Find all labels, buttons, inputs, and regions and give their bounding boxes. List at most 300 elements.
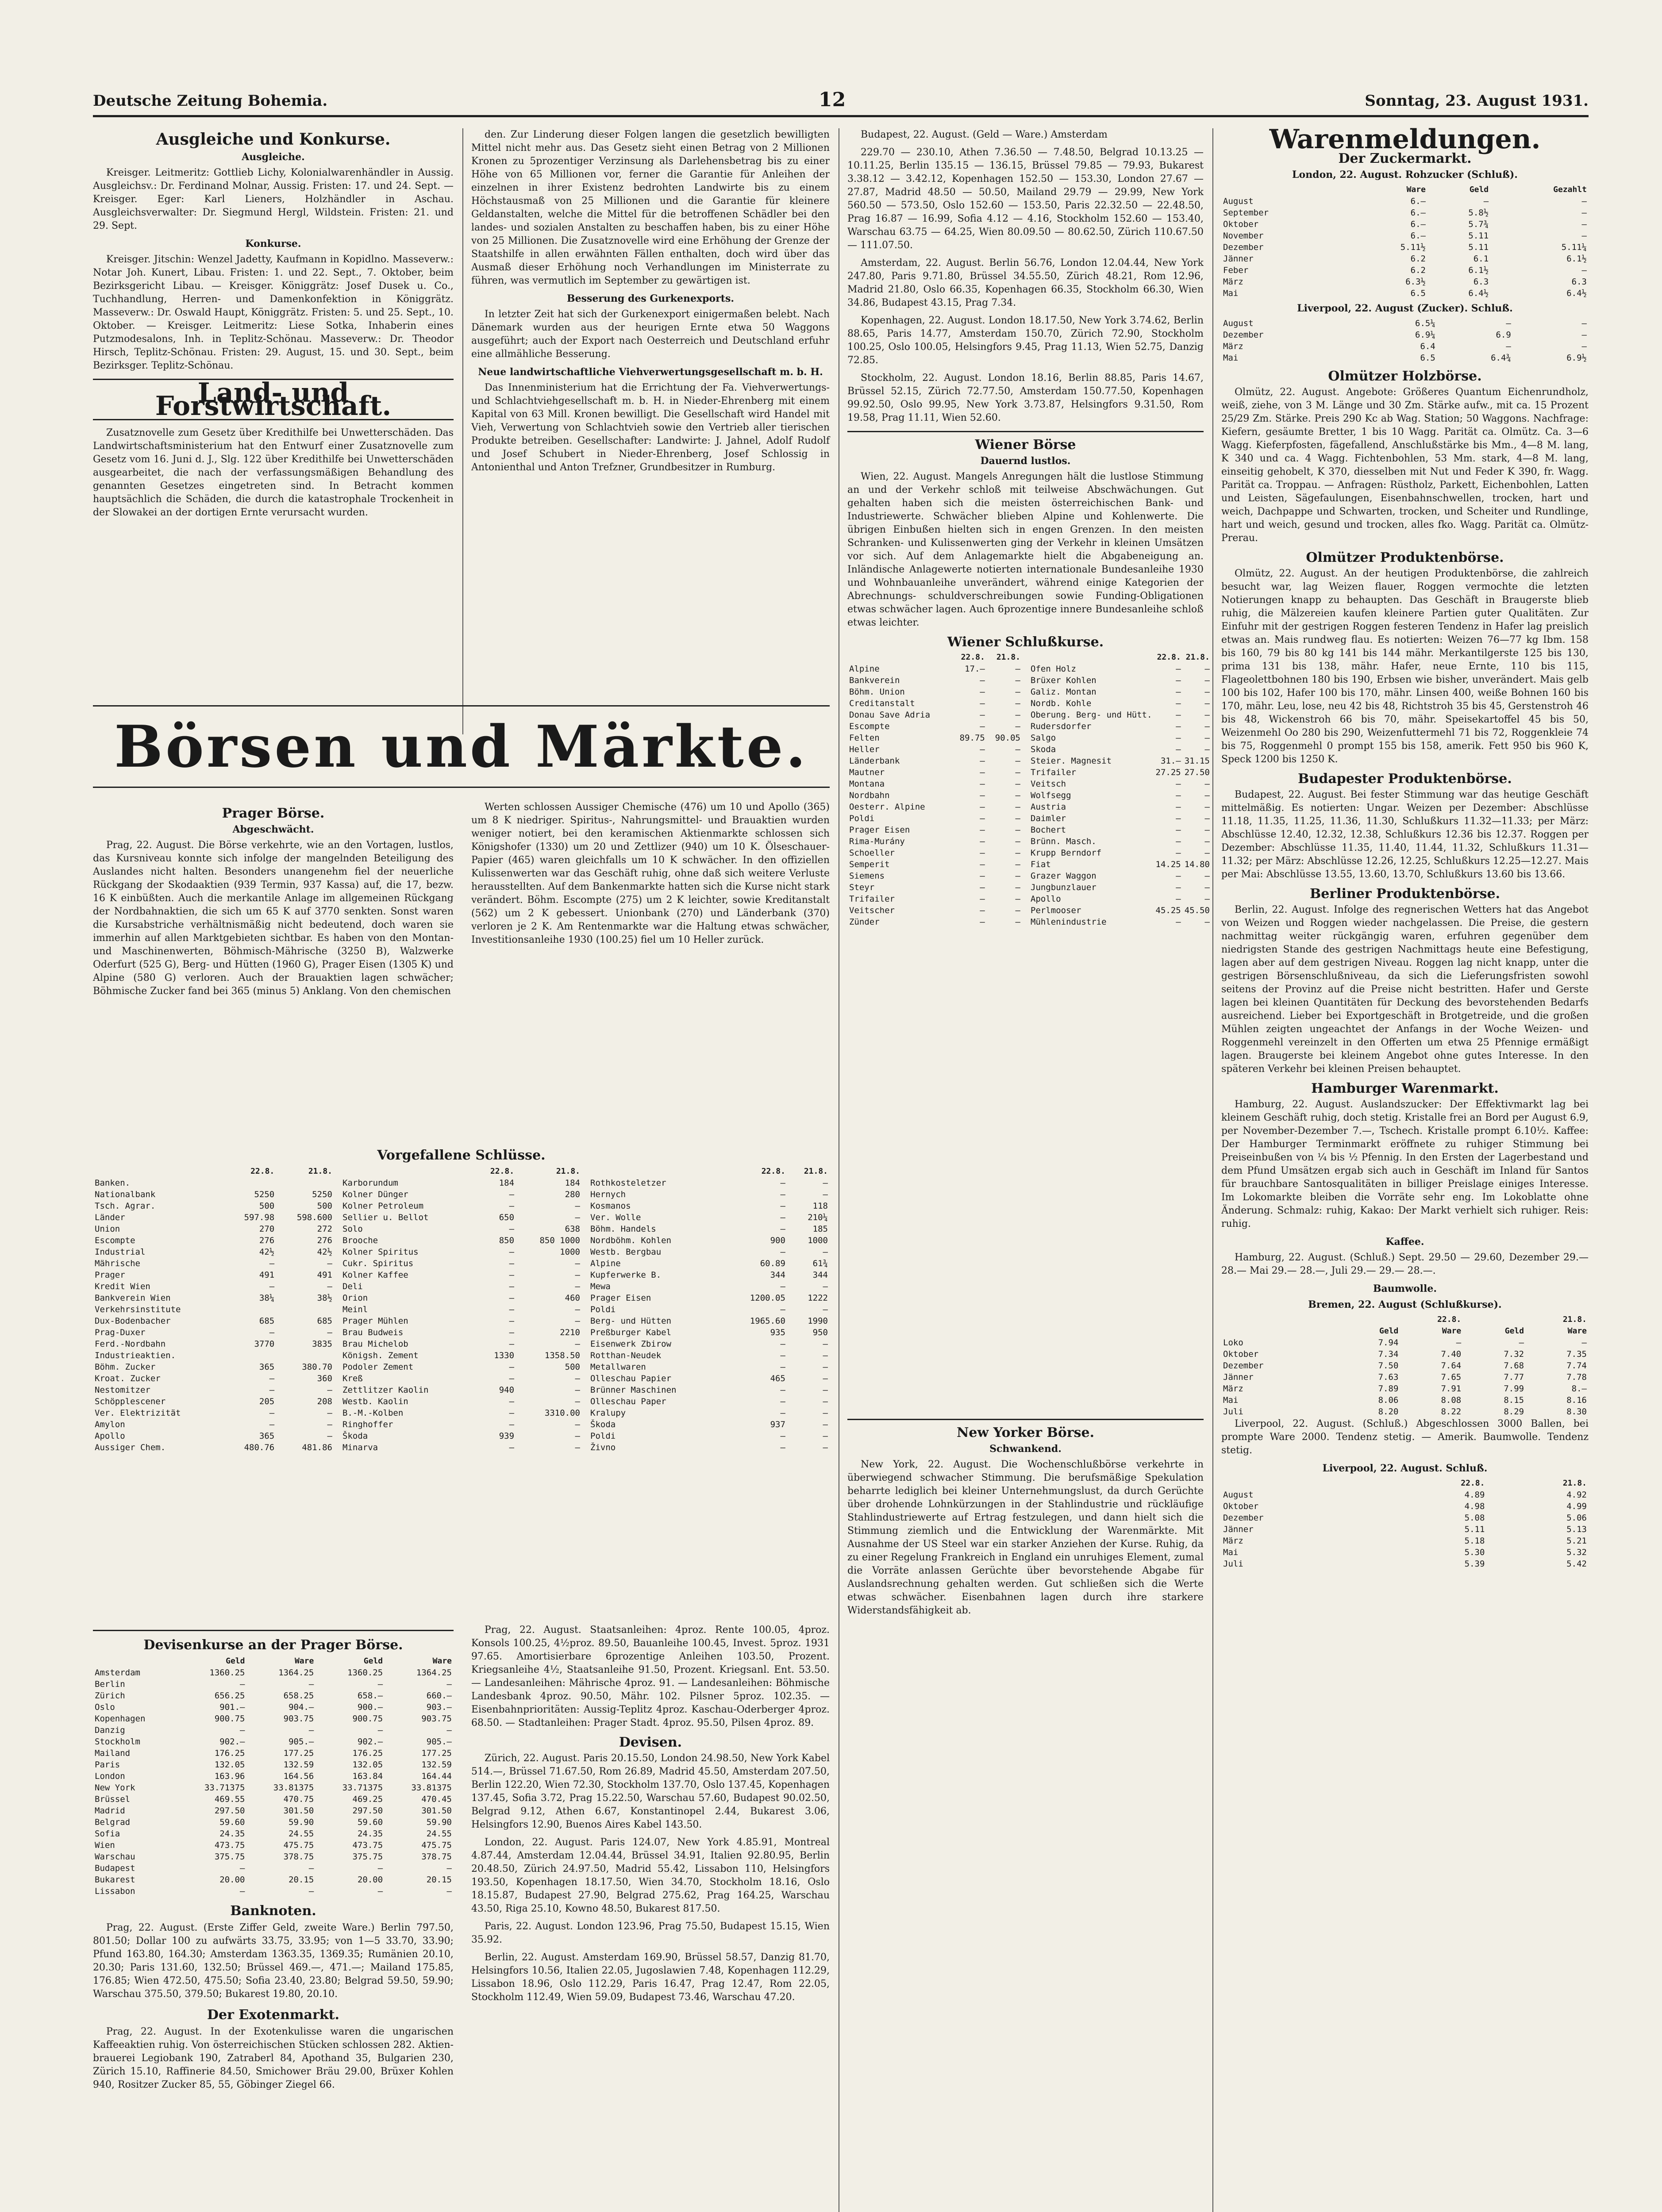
cell-value: — bbox=[1176, 687, 1181, 697]
vienna-table-2: 22.8. 21.8. Ofen Holz — — Brüxer Kohlen — — Galiz. Montan — — Nordb. Kohle — — Oberung. Berg- und Hütt. — — Rudersdorfer — — Salgo — — Skoda — — Steier. Magnesit 31.— 31.15 Trifailer 27.25 27.50 Veitsch — — Wolfsegg — — Austria — — Daimler — — Bochert — — Brünn. Masch. — — Krupp Berndorf — — Fiat 14.25 14.80 Grazer Waggon — — Jungbunzlauer — — Apollo — — Perlmooser 45.25 45.50 Mühlenindustrie — — bbox=[1029, 652, 1212, 928]
table-row bbox=[847, 813, 1022, 824]
cell-value: 500 bbox=[565, 1362, 580, 1372]
cell-value: 61¾ bbox=[812, 1259, 828, 1268]
cell-value: 5.06 bbox=[1566, 1513, 1587, 1523]
row-label: Banken. bbox=[95, 1178, 131, 1188]
row-label: Prager Mühlen bbox=[342, 1316, 408, 1326]
cell-value: — bbox=[575, 1339, 580, 1349]
row-label: Poldi bbox=[590, 1305, 616, 1314]
column-2 bbox=[471, 128, 830, 479]
cell-value: — bbox=[1176, 779, 1181, 789]
divider bbox=[93, 1630, 454, 1631]
cell-value bbox=[276, 1177, 334, 1189]
table-row bbox=[93, 1805, 454, 1816]
cell-value: 900 bbox=[770, 1236, 785, 1245]
cell-value: — bbox=[509, 1408, 515, 1418]
table-row bbox=[589, 1281, 830, 1292]
cell-value: — bbox=[980, 871, 985, 881]
cell-value: 6.3½ bbox=[1405, 277, 1426, 287]
cell-value: — bbox=[1204, 837, 1210, 846]
currency-table: Geld Ware Geld Ware Amsterdam 1360.25 1364.25 1360.25 1364.25 Berlin — — — — Zürich 656.25 658.25 658.— 660.— Oslo 901.— 904.— 900.— 903.— Kopenhagen 900.75 903.75 900.75 903.75 Danzig — — — — Stockholm 902.— 905.— 902.— 905.— Mailand 176.25 177.25 176.25 177.25 Paris 132.05 132.59 132.05 132.59 London 163.96 164.56 163.84 164.44 New York 33.71375 33.81375 33.71375 33.81375 Brüssel 469.55 470.75 469.25 470.45 Madrid 297.50 301.50 297.50 301.50 Belgrad 59.60 59.90 59.60 59.90 Sofia 24.35 24.55 24.35 24.55 Wien 473.75 475.75 473.75 475.75 Warschau 375.75 378.75 375.75 378.75 Budapest — — — — Bukarest 20.00 20.15 20.00 20.15 Lissabon — — — — bbox=[93, 1655, 454, 1897]
cell-value: 658.— bbox=[357, 1691, 383, 1701]
article-paragraph: Prag, 22. August. Die Börse verkehrte, wie an den Vortagen, lustlos, das Kursniveau konnte sich infolge der mangelnden Beteiligung des Auslandes nicht halten. Besonders unangenehm fiel der neuerliche Rückgang der Skodaaktien (939 Termin, 937 Kassa) auf, die 17, bezw. 16 K einbüßten. Auch die merkantile Anlage im allgemeinen Rückgang der Nordbahnaktien, die sich um 65 K auf 3770 senkten. Sonst waren die Kursabstriche verhältnismäßig nicht bedeutend, doch waren sie immerhin auf allen Marktgebieten sichtbar. Es haben von den Montan- und Maschinenwerten, Böhmisch-Mährische (3250 B), Walzwerke Oderfurt (525 G), Berg- und Hütten (1960 G), Prager Eisen (1305 K) und Alpine (580 G) verloren. Auch der Brauaktien lagen schwächer; Böhmische Zucker fand bei 365 (minus 5) Anklang. Von den chemischen bbox=[93, 840, 454, 997]
cell-value: 5.11 bbox=[1468, 242, 1489, 252]
cell-value: — bbox=[980, 756, 985, 766]
row-label: Zürich bbox=[95, 1691, 125, 1701]
row-label: März bbox=[1223, 1384, 1243, 1394]
article-paragraph: Olmütz, 22. August. Angebote: Größeres Quantum Eichenrundholz, weiß, ziehe, von 3 M. Länge und 30 Zm. Stärke aufw., mit ca. 15 Prozent 25/29 Zm. Stärke. Preis 290 Kc ab Wag. Station; 50 Waggons. Nachfrage: Kiefern, gesäumte Bretter, 1 bis 10 Wagg. Parität ca. Olmütz. Ca. 3—6 Wagg. Kieferpfosten, fägefallend, Anschlußstärke bis Mm., 4—8 M. lang, K 340 und ca. 4 Wagg. Fichtenbohlen, 53 Mm. stark, 4—8 M. lang, einseitig gehobelt, K 370, diesselben mit Nut und Feder K 390, fr. Wagg. Parität ca. Troppau. — Anfragen: Rüstholz, Parkett, Eichenbohlen, Latten und Leisten, Sägefaulungen, Eisenbahnschwellen, trocken, hart und weich, Dachpappe und Schwarten, trocken, und Scheiter und Rundlinge, hart und weich, gesund und trocken, alles fko. Wagg. Parität ca. Olmütz-Prerau. bbox=[1221, 387, 1589, 544]
table-row bbox=[1221, 1558, 1589, 1570]
subsection-title: Olmützer Holzbörse. bbox=[1328, 369, 1482, 384]
table-row bbox=[341, 1258, 582, 1269]
row-label: Olleschau Paper bbox=[590, 1397, 666, 1406]
cotton-liverpool-table: 22.8. 21.8. August 4.89 4.92 Oktober 4.98 4.99 Dezember 5.08 5.06 Jänner 5.11 5.13 März 5.18 5.21 Mai 5.30 5.32 Juli 5.39 5.42 bbox=[1221, 1478, 1589, 1570]
cell-value: — bbox=[509, 1339, 515, 1349]
table-row bbox=[589, 1407, 830, 1419]
row-label: Danzig bbox=[95, 1725, 125, 1735]
cell-value: — bbox=[377, 1886, 383, 1896]
table-row bbox=[1221, 318, 1589, 329]
cell-value: — bbox=[1015, 917, 1020, 927]
row-label: Aussiger Chem. bbox=[95, 1443, 166, 1452]
cell-value: — bbox=[1176, 733, 1181, 743]
table-row bbox=[1029, 824, 1212, 836]
article-paragraph: Kopenhagen, 22. August. London 18.17.50, New York 3.74.62, Berlin 88.65, Paris 14.77, Amsterdam 150.70, Zürich 72.90, Stockholm 100.25, Oslo 100.05, Helsingfors 9.45, Prag 11.13, Wien 52.75, Danzig 72.85. bbox=[847, 315, 1204, 366]
cell-value: 5.39 bbox=[1464, 1559, 1485, 1569]
cell-value: — bbox=[1015, 722, 1020, 731]
cell-value: 1360.25 bbox=[209, 1668, 245, 1678]
article-paragraph: Hamburg, 22. August. (Schluß.) Sept. 29.50 — 29.60, Dezember 29.— 28.— Mai 29.— 28.—, Juli 29.— 29.— 28.—. bbox=[1221, 1252, 1589, 1276]
cell-value: 475.75 bbox=[421, 1840, 452, 1850]
row-label: Warschau bbox=[95, 1852, 135, 1862]
table-row bbox=[341, 1304, 582, 1315]
cell-value: 176.25 bbox=[352, 1748, 383, 1758]
row-label: Länder bbox=[95, 1213, 125, 1222]
row-label: Heller bbox=[849, 745, 880, 754]
cell-value: — bbox=[823, 1385, 828, 1395]
cell-value: — bbox=[1204, 699, 1210, 708]
row-label: Poldi bbox=[849, 814, 875, 823]
table-row bbox=[341, 1396, 582, 1407]
cell-value: 7.64 bbox=[1441, 1361, 1462, 1371]
cell-value: — bbox=[980, 814, 985, 823]
table-row bbox=[341, 1442, 582, 1453]
row-label: Jänner bbox=[1223, 1372, 1254, 1382]
table-row bbox=[93, 1713, 454, 1724]
cell-value: 939 bbox=[499, 1431, 515, 1441]
table-row bbox=[847, 836, 1022, 847]
cell-value: — bbox=[327, 1282, 332, 1291]
row-label: Živno bbox=[590, 1443, 616, 1452]
article-paragraph: Budapest, 22. August. Bei fester Stimmung war das heutige Geschäft mittelmäßig. Es notierten: Ungar. Weizen per Dezember: Abschlüsse 11.18, 11.35, 11.25, 11.36, 11.30, Schlußkurs 11.32—11.33; per März: Abschlüsse 12.40, 12.32, 12.38, Schlußkurs 12.36 bis 12.37. Roggen per Dezember: Abschlüsse 11.35, 11.40, 11.44, 11.32, Schlußkurs 11.31—11.32; per März: Abschlüsse 12.26, 12.25, Schlußkurs 12.25—12.27. Mais per Mai: Abschlüsse 13.55, 13.60, 13.70, Schlußkurs 13.60 bis 13.66. bbox=[1221, 789, 1589, 880]
cell-value: — bbox=[823, 1374, 828, 1383]
cell-value: — bbox=[1176, 883, 1181, 892]
row-label: Oktober bbox=[1223, 1502, 1259, 1511]
cell-value: — bbox=[780, 1224, 785, 1234]
row-label: Daimler bbox=[1031, 814, 1066, 823]
row-label: Ofen Holz bbox=[1031, 664, 1076, 674]
cell-value: — bbox=[1176, 871, 1181, 881]
cell-value: 31.— bbox=[1160, 756, 1181, 766]
cell-value: — bbox=[575, 1443, 580, 1452]
row-label: Bankverein bbox=[849, 676, 900, 685]
subheading: Baumwolle. bbox=[1373, 1283, 1437, 1294]
cell-value: 163.84 bbox=[352, 1771, 383, 1781]
cell-value: — bbox=[308, 1886, 314, 1896]
cell-value: — bbox=[1204, 802, 1210, 812]
cell-value: — bbox=[1204, 733, 1210, 743]
boersen-section bbox=[93, 699, 830, 794]
row-label: Trifailer bbox=[1031, 768, 1076, 777]
cell-value: 33.71375 bbox=[204, 1783, 245, 1793]
row-label: Kredit Wien bbox=[95, 1282, 150, 1291]
cell-value: 7.63 bbox=[1378, 1372, 1399, 1382]
cell-value: — bbox=[1015, 756, 1020, 766]
cell-value: — bbox=[446, 1679, 452, 1689]
cell-value: 6.5 bbox=[1420, 353, 1435, 363]
cell-value: — bbox=[377, 1725, 383, 1735]
table-row bbox=[589, 1223, 830, 1235]
column-3 bbox=[847, 128, 1210, 1622]
cell-value: — bbox=[780, 1443, 785, 1452]
table-row bbox=[1029, 686, 1212, 698]
cell-value: 89.75 bbox=[959, 733, 985, 743]
cell-value: 5.8½ bbox=[1468, 208, 1489, 218]
cell-value: 8.06 bbox=[1378, 1395, 1399, 1405]
row-label: Tsch. Agrar. bbox=[95, 1201, 156, 1211]
cell-value: 850 1000 bbox=[539, 1236, 580, 1245]
cell-value: 20.00 bbox=[219, 1875, 245, 1885]
cell-value: — bbox=[780, 1408, 785, 1418]
cell-value: 1000 bbox=[560, 1247, 580, 1257]
cell-value: 1965.60 bbox=[750, 1316, 785, 1326]
row-label: Alpine bbox=[849, 664, 880, 674]
row-label: Kolner Dünger bbox=[342, 1190, 408, 1199]
cell-value: 7.32 bbox=[1504, 1349, 1524, 1359]
table-row bbox=[1029, 916, 1212, 928]
row-label: Amylon bbox=[95, 1420, 125, 1429]
cell-value: — bbox=[1176, 676, 1181, 685]
row-label: Ferd.-Nordbahn bbox=[95, 1339, 166, 1349]
article-paragraph: New York, 22. August. Die Wochenschlußbörse verkehrte in überwiegend schwacher Stimmung. Die berufsmäßige Spekulation beharrte lediglich bei kleiner Unternehmungslust, da durch Gerüchte über drohende Lohnkürzungen in der Stahlindustrie und rückläufige Stahlindustriewerte auf Ertrag festzulegen, und dann hielt sich die Stimmung ziemlich und die Entwicklung der Warenmärkte. Mit Ausnahme der US Steel war ein starker Anziehen der Kurse. Ruhig, da zu einer Regelung Frankreich in England ein unruhiges Element, zumal die Vorräte anlassen Gerüchte über bevorstehende Abgabe für Auslandsrechnung gehalten werden. Gut schließen sich die Werte etwas schwächer. Eisenbahnen lagen durch ihre starkere Widerstandsfähigkeit ab. bbox=[847, 1459, 1204, 1616]
row-label: Brünner Maschinen bbox=[590, 1385, 677, 1395]
cell-value: 6.9 bbox=[1496, 330, 1511, 340]
cell-value: — bbox=[823, 1339, 828, 1349]
cell-value: — bbox=[509, 1282, 515, 1291]
cell-value: — bbox=[269, 1282, 275, 1291]
cell-value: 598.600 bbox=[296, 1213, 332, 1222]
row-label: Oberung. Berg- und Hütt. bbox=[1031, 710, 1152, 720]
row-label: Škoda bbox=[342, 1431, 368, 1441]
article-paragraph: Das Innenministerium hat die Errichtung der Fa. Viehverwertungs- und Schlachtviehgesellschaft m. b. H. in Nieder-Ehrenberg mit einem Kapital von 63 Mill. Kronen bewilligt. Die Gesellschaft wird Handel mit Vieh, Verwertung von Schlachtvieh sowie den Vertrieb aller tierischen Produkte betreiben. Gesellschafter: Landwirte: J. Jahnel, Adolf Rudolf und Josef Schubert in Nieder-Ehrenberg, Josef Schlossig in Antonienthal und Anton Trefzner, Grundbesitzer in Rumburg. bbox=[471, 382, 830, 473]
cell-value: — bbox=[1519, 1338, 1524, 1348]
cell-value: 469.25 bbox=[352, 1794, 383, 1804]
cell-value: — bbox=[980, 860, 985, 869]
subheading: Neue landwirtschaftliche Viehverwertungsgesellschaft m. b. H. bbox=[478, 366, 823, 378]
cell-value: 42½ bbox=[317, 1247, 332, 1257]
table-row bbox=[1029, 859, 1212, 870]
cell-value: — bbox=[780, 1282, 785, 1291]
cell-value: — bbox=[980, 676, 985, 685]
table-row bbox=[341, 1407, 582, 1419]
row-label: Wolfsegg bbox=[1031, 791, 1071, 800]
table-row bbox=[847, 686, 1022, 698]
cell-value: 176.25 bbox=[214, 1748, 245, 1758]
table-row bbox=[1221, 1489, 1589, 1501]
row-label: London bbox=[95, 1771, 125, 1781]
table-row bbox=[93, 1793, 454, 1805]
cell-value: 7.91 bbox=[1441, 1384, 1462, 1394]
cell-value: — bbox=[575, 1259, 580, 1268]
cell-value: — bbox=[1204, 791, 1210, 800]
cell-value: 14.25 bbox=[1155, 860, 1181, 869]
row-label: Cukr. Spiritus bbox=[342, 1259, 414, 1268]
row-label: Königsh. Zement bbox=[342, 1351, 419, 1360]
cell-value: 6.3 bbox=[1473, 277, 1489, 287]
article-paragraph: 229.70 — 230.10, Athen 7.36.50 — 7.48.50, Belgrad 10.13.25 — 10.11.25, Berlin 135.15 — 136.15, Brüssel 79.85 — 79.93, Bukarest 3.38.12 — 3.42.12, Kopenhagen 152.50 — 153.30, London 27.67 — 27.87, Madrid 48.50 — 50.50, Mailand 29.79 — 29.99, New York 560.50 — 573.50, Oslo 152.60 — 153.50, Paris 22.32.50 — 22.48.50, Prag 16.87 — 16.99, Sofia 4.12 — 4.16, Stockholm 152.60 — 153.40, Warschau 63.75 — 64.25, Wien 80.09.50 — 80.62.50, Zürich 110.67.50 — 111.07.50. bbox=[847, 147, 1204, 251]
row-label: Ver. Elektrizität bbox=[95, 1408, 181, 1418]
row-label: März bbox=[1223, 277, 1243, 287]
row-label: Böhm. Zucker bbox=[95, 1362, 156, 1372]
cell-value: 164.44 bbox=[421, 1771, 452, 1781]
table-row bbox=[1029, 801, 1212, 813]
cell-value: — bbox=[980, 768, 985, 777]
cell-value: 902.— bbox=[219, 1737, 245, 1747]
row-label: September bbox=[1223, 208, 1269, 218]
divider bbox=[847, 1419, 1204, 1420]
row-label: Hernych bbox=[590, 1190, 626, 1199]
cell-value: — bbox=[780, 1247, 785, 1257]
cell-value: — bbox=[575, 1385, 580, 1395]
cell-value: 480.76 bbox=[244, 1443, 275, 1452]
row-label: Nationalbank bbox=[95, 1190, 156, 1199]
table-row bbox=[93, 1350, 334, 1361]
cell-value: — bbox=[780, 1397, 785, 1406]
row-label: New York bbox=[95, 1783, 135, 1793]
cell-value: 164.56 bbox=[283, 1771, 314, 1781]
table-row bbox=[341, 1223, 582, 1235]
cell-value: 6.9¼ bbox=[1415, 330, 1435, 340]
row-label: Meinl bbox=[342, 1305, 368, 1314]
cell-value: 903.75 bbox=[421, 1714, 452, 1724]
row-label: Brüxer Kohlen bbox=[1031, 676, 1096, 685]
cell-value: 6.— bbox=[1410, 196, 1426, 206]
table-row bbox=[589, 1315, 830, 1327]
table-row bbox=[1221, 329, 1589, 341]
row-label: Kolner Petroleum bbox=[342, 1201, 424, 1211]
cell-value: 365 bbox=[259, 1431, 275, 1441]
page-number: 12 bbox=[819, 88, 846, 111]
table-row bbox=[589, 1246, 830, 1258]
table-row bbox=[93, 1373, 334, 1384]
cell-value: 6.5 bbox=[1410, 288, 1426, 298]
table-row bbox=[1221, 242, 1589, 253]
row-label: Salgo bbox=[1031, 733, 1056, 743]
cell-value: 5.11¼ bbox=[1561, 242, 1587, 252]
table-row bbox=[589, 1361, 830, 1373]
cell-value: 6.3 bbox=[1571, 277, 1587, 287]
cell-value: — bbox=[1015, 825, 1020, 835]
row-label: Brünn. Masch. bbox=[1031, 837, 1096, 846]
row-label: Jänner bbox=[1223, 1525, 1254, 1534]
row-label: Jungbunzlauer bbox=[1031, 883, 1096, 892]
column-4 bbox=[1221, 124, 1589, 1570]
cell-value: 5250 bbox=[312, 1190, 332, 1199]
cotton-bremen-table: 22.8. 21.8. Geld Ware Geld Ware Loko 7.94 — — — Oktober 7.34 7.40 7.32 7.35 Dezember 7.50 7.64 7.68 7.74 Jänner 7.63 7.65 7.77 7.78 März 7.89 7.91 7.99 8.— Mai 8.06 8.08 8.15 8.16 Juli 8.20 8.22 8.29 8.30 bbox=[1221, 1314, 1589, 1417]
cell-value: — bbox=[1176, 710, 1181, 720]
prager-boerse-cont bbox=[471, 801, 830, 951]
cell-value: — bbox=[780, 1385, 785, 1395]
cell-value: 365 bbox=[259, 1362, 275, 1372]
cell-value: 59.60 bbox=[219, 1817, 245, 1827]
cell-value: — bbox=[1204, 871, 1210, 881]
table-row bbox=[589, 1304, 830, 1315]
cell-value: — bbox=[1204, 848, 1210, 858]
table-row bbox=[93, 1419, 334, 1430]
cell-value: 5.11 bbox=[1468, 231, 1489, 241]
cell-value: 7.65 bbox=[1441, 1372, 1462, 1382]
cell-value: 6.— bbox=[1410, 231, 1426, 241]
row-label: Apollo bbox=[1031, 894, 1061, 904]
article-paragraph: Kreisger. Leitmeritz: Gottlieb Lichy, Kolonialwarenhändler in Aussig. Ausgleichsv.: Dr. Ferdinand Molnar, Aussig. Fristen: 17. und 24. Sept. — Kreisger. Eger: Karl Lieners, Holzhändler in Aschau. Ausgleichsverwalter: Dr. Siegmund Hergl, Wildstein. Fristen: 21. und 29. Sept. bbox=[93, 167, 454, 231]
cell-value: — bbox=[1176, 917, 1181, 927]
cell-value: 6.4½ bbox=[1468, 288, 1489, 298]
table-row bbox=[1029, 744, 1212, 755]
row-label: Escompte bbox=[849, 722, 890, 731]
row-label: Oktober bbox=[1223, 219, 1259, 229]
cell-value: — bbox=[509, 1201, 515, 1211]
cell-value: 20.15 bbox=[426, 1875, 452, 1885]
cell-value: — bbox=[269, 1408, 275, 1418]
table-row bbox=[847, 732, 1022, 744]
cell-value: — bbox=[780, 1213, 785, 1222]
cell-value: 38½ bbox=[317, 1293, 332, 1303]
cell-value: 473.75 bbox=[214, 1840, 245, 1850]
cell-value: — bbox=[1015, 814, 1020, 823]
cell-value: — bbox=[1204, 883, 1210, 892]
row-label: Deli bbox=[342, 1282, 363, 1291]
subsection-title: Wiener Börse bbox=[975, 437, 1076, 453]
row-label: Oslo bbox=[95, 1702, 115, 1712]
cell-value: — bbox=[980, 710, 985, 720]
table-row bbox=[847, 767, 1022, 778]
row-label: Feber bbox=[1223, 265, 1249, 275]
table-row bbox=[589, 1373, 830, 1384]
section-title-landwirtschaft: Land- und Forstwirtschaft. bbox=[155, 377, 392, 422]
vienna-table-1: 22.8. 21.8. Alpine 17.— — Bankverein — — Böhm. Union — — Creditanstalt — — Donau Save Adria — — Escompte — — Felten 89.75 90.05 Heller — — Länderbank — — Mautner — — Montana — — Nordbahn — — Oesterr. Alpine — — Poldi — — Prager Eisen — — Rima-Murány — — Schoeller — — Semperit — — Siemens — — Steyr — — Trifailer — — Veitscher — — Zünder — — bbox=[847, 652, 1022, 928]
row-label: Mai bbox=[1223, 288, 1239, 298]
table-row bbox=[1029, 732, 1212, 744]
table-row bbox=[341, 1350, 582, 1361]
section-title-boersen: Börsen und Märkte. bbox=[114, 713, 808, 780]
row-label: Paris bbox=[95, 1760, 120, 1770]
cell-value: 900.— bbox=[357, 1702, 383, 1712]
table-row bbox=[589, 1430, 830, 1442]
row-label: November bbox=[1223, 231, 1264, 241]
cell-value: 491 bbox=[259, 1270, 275, 1280]
table-row bbox=[93, 1782, 454, 1793]
cell-value: — bbox=[1506, 319, 1511, 328]
row-label: Veitsch bbox=[1031, 779, 1066, 789]
article-paragraph: Berlin, 22. August. Infolge des regnerischen Wetters hat das Angebot von Weizen und Roggen wieder nachgelassen. Die Preise, die gestern nachmittag weiter rückgängig waren, erfuhren gegenüber dem niedrigsten Stande des gestrigen Nachmittags heute eine Befestigung, lagen aber auf dem gestrigen Niveau. Roggen lag nicht knapp, unter die gestrigen Börsenschlußniveau, da sich die Lieferungsfristen sowohl seitens der Provinz auf die Preise nicht bestritten. Hafer und Gerste lagen bei kleinen Quantitäten für Deckung des bevorstehenden Bedarfs ausreichend. Lieber bei Exportgeschäft in Brotgetreide, und die großen Mühlen zeigten ungeachtet der Anfangs in der Woche Weizen- und Roggenmehl vereinzelt in den Offerten um etwa 25 Pfennige ermäßigt lagen. Braugerste bei kleinem Angebot ohne gutes Interesse. In den späteren Verkehr bei kleinen Preisen behauptet. bbox=[1221, 904, 1589, 1075]
subheading: Bremen, 22. August (Schlußkurse). bbox=[1308, 1299, 1502, 1310]
cell-value: 33.81375 bbox=[273, 1783, 314, 1793]
article-paragraph: Liverpool, 22. August. (Schluß.) Abgeschlossen 3000 Ballen, bei prompte Ware 2000. Tendenz stetig. — Amerik. Baumwolle. Tendenz stetig. bbox=[1221, 1418, 1589, 1456]
cell-value: 270 bbox=[259, 1224, 275, 1234]
cell-value: — bbox=[1204, 676, 1210, 685]
cell-value: — bbox=[980, 906, 985, 915]
cell-value: 378.75 bbox=[283, 1852, 314, 1862]
cell-value: — bbox=[780, 1339, 785, 1349]
cell-value: 850 bbox=[499, 1236, 515, 1245]
cell-value: 276 bbox=[317, 1236, 332, 1245]
cell-value: — bbox=[327, 1408, 332, 1418]
table-row bbox=[847, 893, 1022, 905]
table-row bbox=[589, 1442, 830, 1453]
table-row bbox=[341, 1235, 582, 1246]
row-label: Minarva bbox=[342, 1443, 378, 1452]
subsection-title: Banknoten. bbox=[230, 1903, 316, 1919]
cell-value: 184 bbox=[499, 1178, 515, 1188]
cell-value: — bbox=[377, 1863, 383, 1873]
row-label: Jänner bbox=[1223, 254, 1254, 264]
table-row bbox=[93, 1759, 454, 1770]
row-label: Montana bbox=[849, 779, 885, 789]
row-label: Steier. Magnesit bbox=[1031, 756, 1112, 766]
cell-value: 42½ bbox=[259, 1247, 275, 1257]
cell-value: 491 bbox=[317, 1270, 332, 1280]
cell-value: — bbox=[823, 1408, 828, 1418]
cell-value: 7.99 bbox=[1504, 1384, 1524, 1394]
cell-value bbox=[226, 1350, 277, 1361]
subheading: Kaffee. bbox=[1385, 1236, 1424, 1248]
table-row bbox=[1221, 288, 1589, 299]
cell-value: 7.78 bbox=[1566, 1372, 1587, 1382]
cell-value: 8.30 bbox=[1566, 1407, 1587, 1417]
row-label: Grazer Waggon bbox=[1031, 871, 1096, 881]
row-label: Mai bbox=[1223, 1395, 1239, 1405]
row-label: Brüssel bbox=[95, 1794, 131, 1804]
article-paragraph: Paris, 22. August. London 123.96, Prag 75.50, Budapest 15.15, Wien 35.92. bbox=[471, 1921, 830, 1945]
table-row bbox=[1029, 836, 1212, 847]
cell-value: 6.5¼ bbox=[1415, 319, 1435, 328]
cell-value: — bbox=[1015, 848, 1020, 858]
table-row bbox=[341, 1315, 582, 1327]
cell-value: 5.7¾ bbox=[1468, 219, 1489, 229]
cell-value: — bbox=[509, 1328, 515, 1337]
cell-value: 6.1½ bbox=[1566, 254, 1587, 264]
cell-value: 185 bbox=[812, 1224, 828, 1234]
cell-value: — bbox=[269, 1374, 275, 1383]
row-label: Berlin bbox=[95, 1679, 125, 1689]
table-row bbox=[1221, 352, 1589, 364]
cell-value: — bbox=[446, 1863, 452, 1873]
table-row bbox=[93, 1874, 454, 1886]
stocks-table-2: 22.8. 21.8. Karborundum 184 184 Kolner Dünger — 280 Kolner Petroleum — — Sellier u. Bellot 650 — Solo — 638 Brooche 850 850 1000 Kolner Spiritus — 1000 Cukr. Spiritus — — Kolner Kaffee — — Deli — — Orion — 460 Meinl — — Prager Mühlen — — Brau Budweis — 2210 Brau Michelob — — Königsh. Zement 1330 1358.50 Podoler Zement — 500 Kreß — — Zettlitzer Kaolin 940 — Westb. Kaolin — — B.-M.-Kolben — 3310.00 Ringhoffer — — Škoda 939 — Minarva — — bbox=[341, 1166, 582, 1453]
table-row bbox=[847, 755, 1022, 767]
cell-value: 7.50 bbox=[1378, 1361, 1399, 1371]
cell-value: — bbox=[1176, 814, 1181, 823]
subsection-title: Olmützer Produktenbörse. bbox=[1306, 550, 1504, 565]
table-row bbox=[589, 1292, 830, 1304]
table-row bbox=[93, 1212, 334, 1223]
cell-value: 90.05 bbox=[995, 733, 1020, 743]
cell-value: 27.25 bbox=[1155, 768, 1181, 777]
row-label: Brooche bbox=[342, 1236, 378, 1245]
row-label: Rothkosteletzer bbox=[590, 1178, 666, 1188]
cell-value: — bbox=[509, 1293, 515, 1303]
cell-value: 900.75 bbox=[214, 1714, 245, 1724]
